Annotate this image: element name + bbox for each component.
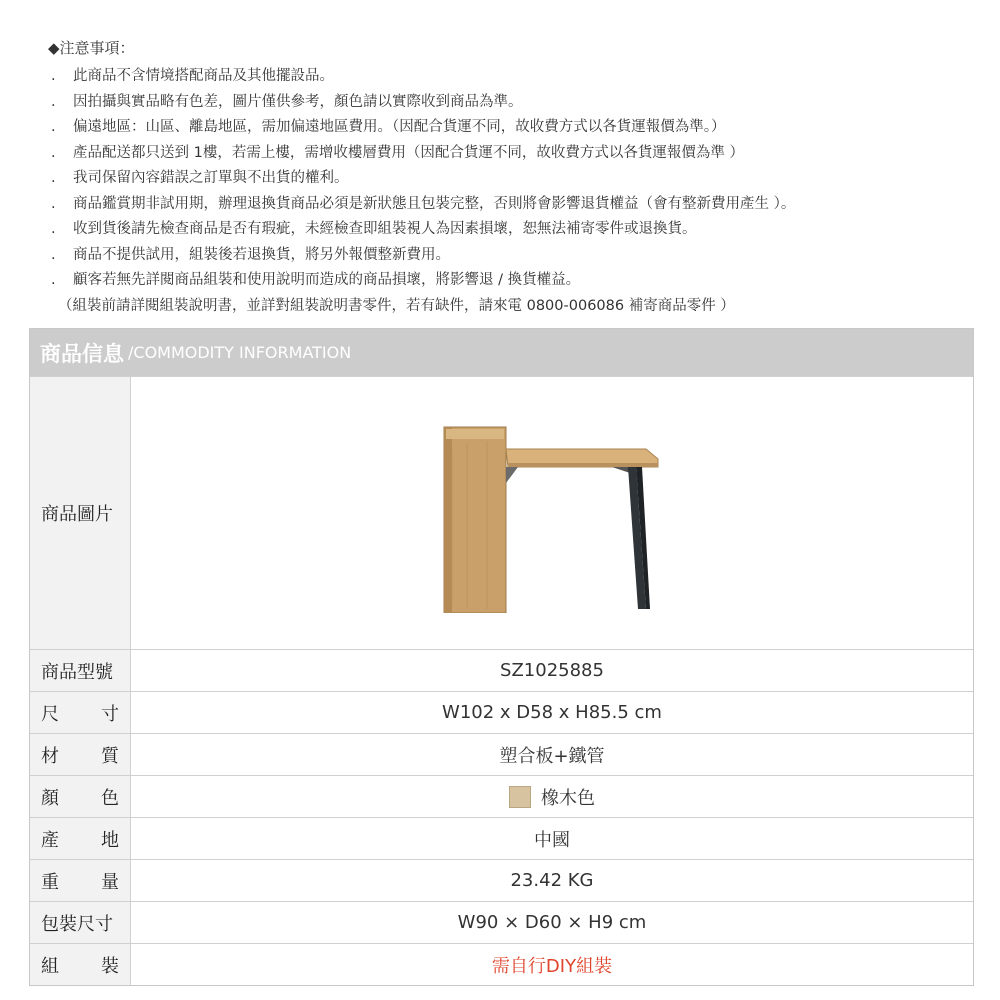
row-origin [30,817,973,859]
row-label: 包裝尺寸 [30,902,131,943]
info-header [30,329,973,376]
notice-item-text: 我司保留內容錯誤之訂單與不出貨的權利。 [73,170,349,186]
weight-value: 23.42 KG [510,870,594,891]
notice-item [48,90,988,116]
bullet-dot: . [51,144,56,161]
row-size [30,691,973,733]
bullet-dot: . [51,221,56,237]
bullet-dot: . [51,93,56,110]
row-label-char: 尺 [41,703,59,725]
bullet-dot: . [51,170,56,186]
notice-item [48,64,988,90]
bullet-dot: . [51,195,56,212]
row-label-char: 質 [101,745,119,767]
row-label [30,734,131,775]
row-label [30,776,131,817]
material-value: 塑合板+鐵管 [499,745,605,767]
notice-item-text: 偏遠地區：山區、離島地區，需加偏遠地區費用。（因配合貨運不同，故收費方式以各貨運報價為準。） [73,119,726,135]
notice-item [48,217,988,243]
notice-item-text: 此商品不含情境搭配商品及其他擺設品。 [73,68,334,84]
notice-item-text: 商品不提供試用，組裝後若退換貨，將另外報價整新費用。 [73,246,450,263]
notice-item [48,141,988,167]
notice-item-text: 因拍攝與實品略有色差，圖片僅供參考，顏色請以實際收到商品為準。 [73,93,523,110]
notice-item [48,192,988,218]
row-label: 商品圖片 [30,377,131,649]
row-label: 商品型號 [30,650,131,691]
size-value: W102 x D58 x H85.5 cm [442,702,662,723]
info-header-subtitle: /COMMODITY INFORMATION [128,343,352,362]
notice-item-text: 產品配送都只送到 1樓，若需上樓，需增收樓層費用（因配合貨運不同，故收費方式以各貨運報價為準 ） [73,144,744,161]
color-value-cell [131,776,973,817]
notice-item [48,268,988,294]
notice-item [48,166,988,192]
origin-value: 中國 [534,829,570,851]
notice-title: ◆注意事項： [48,39,135,57]
color-swatch [509,786,531,808]
row-label-char: 色 [101,787,119,809]
row-label-char: 產 [41,829,59,851]
row-label [30,860,131,901]
row-label-char: 地 [101,829,119,851]
notice-footer: （組裝前請詳閱組裝說明書，並詳對組裝說明書零件，若有缺件，請來電 0800-006086 補寄商品零件 ） [58,297,735,314]
package-size-value: W90 × D60 × H9 cm [457,912,647,933]
row-label-char: 量 [101,871,119,893]
row-label-char: 顏 [41,787,59,809]
row-package-size [30,901,973,943]
bullet-dot: . [51,246,56,263]
row-weight [30,859,973,901]
notice-item [48,243,988,269]
row-label-char: 組 [41,955,59,977]
assembly-value: 需自行DIY組裝 [491,955,613,977]
row-model [30,649,973,691]
row-product-image [30,376,973,649]
product-image [131,377,973,649]
bullet-dot: . [51,119,56,135]
bullet-dot: . [51,68,56,84]
notice-item-text: 商品鑑賞期非試用期，辦理退換貨商品必須是新狀態且包裝完整，否則將會影響退貨權益（會有整新費用產生 ）。 [73,195,796,212]
commodity-info-table [29,328,974,986]
row-label-char: 材 [41,745,59,767]
row-label-char: 裝 [101,955,119,977]
model-value: SZ1025885 [500,660,604,681]
notice-item-text: 顧客若無先詳閱商品組裝和使用說明而造成的商品損壞，將影響退 / 換貨權益。 [73,272,581,288]
row-color [30,775,973,817]
row-label [30,944,131,985]
info-header-title: 商品信息 [40,341,124,366]
row-label [30,692,131,733]
notice-item [48,115,988,141]
row-label-char: 寸 [101,703,119,725]
desk-image [432,413,672,613]
row-assembly [30,943,973,985]
bullet-dot: . [51,272,56,288]
row-label-char: 重 [41,871,59,893]
notice-item-text: 收到貨後請先檢查商品是否有瑕疵，未經檢查即組裝視人為因素損壞，恕無法補寄零件或退換貨。 [73,221,697,237]
row-material [30,733,973,775]
notice-section [48,38,988,319]
row-label [30,818,131,859]
color-value: 橡木色 [541,787,595,809]
